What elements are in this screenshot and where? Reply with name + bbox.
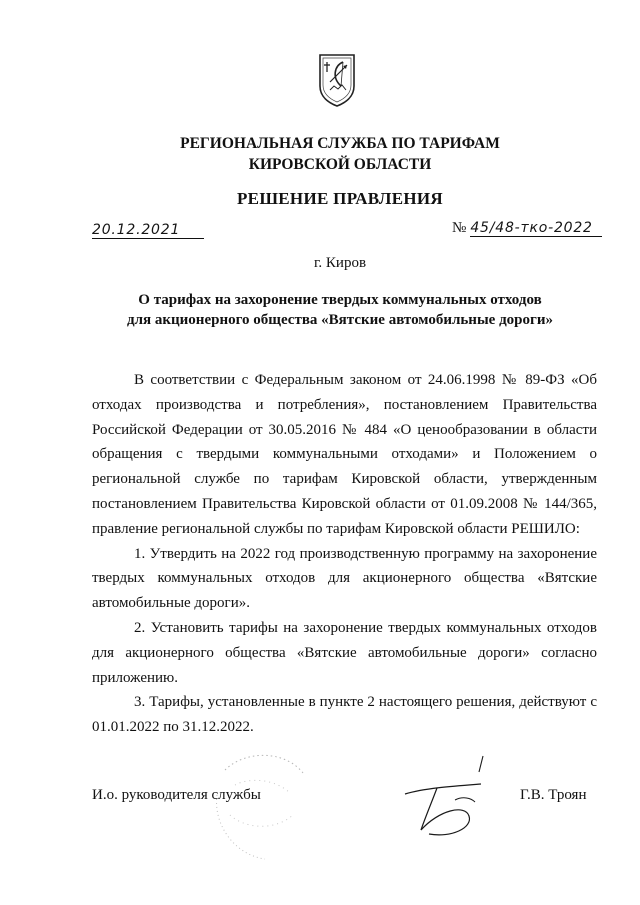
organization-title-line2: КИРОВСКОЙ ОБЛАСТИ [248, 156, 432, 173]
coat-of-arms-icon [316, 52, 358, 108]
decision-subject [80, 290, 600, 330]
item-paragraph-3: 3. Тарифы, установленные в пункте 2 настоящего решения, действуют с 01.01.2022 по 31.12.2022. [92, 694, 597, 736]
subject-line1: О тарифах на захоронение твердых коммунальных отходов [138, 292, 542, 308]
document-type-heading: РЕШЕНИЕ ПРАВЛЕНИЯ [237, 189, 443, 208]
organization-title-line1: РЕГИОНАЛЬНАЯ СЛУЖБА ПО ТАРИФАМ [180, 135, 500, 152]
item-paragraph-2: 2. Установить тарифы на захоронение твердых коммунальных отходов для акционерного общества «Вятские автомобильные дороги» согласно приложению. [92, 619, 597, 686]
handwritten-number: 45/48-тко-2022 [470, 220, 602, 237]
decision-number [452, 220, 602, 237]
handwritten-signature-icon [395, 752, 500, 842]
signatory-position: И.о. руководителя службы [92, 787, 261, 803]
signatory-name: Г.В. Троян [520, 787, 587, 803]
decision-body [92, 368, 597, 740]
decision-date [92, 221, 204, 239]
item-paragraph-1: 1. Утвердить на 2022 год производственную программу на захоронение твердых коммунальных отходов для акционерного общества «Вятские автомобильные дороги». [92, 545, 597, 612]
city-line: г. Киров [313, 255, 367, 271]
preamble-paragraph: В соответствии с Федеральным законом от 24.06.1998 № 89-ФЗ «Об отходах производства и потребления», постановлением Правительства Российской Федерации от 30.05.2016 № 484 «О ценообразовании в области обращения с твердыми коммунальными отходами» и Положением о региональной службе по тарифам Кировской области, утвержденным постановлением Правительства Кировской области от 01.09.2008 № 144/365, правление региональной службы по тарифам Кировской области РЕШИЛО: [92, 372, 597, 537]
handwritten-date: 20.12.2021 [92, 222, 204, 239]
organization-title [90, 133, 590, 175]
number-sign: № [452, 220, 467, 236]
subject-line2: для акционерного общества «Вятские автомобильные дороги» [127, 312, 553, 328]
faint-stamp-icon [205, 745, 315, 865]
